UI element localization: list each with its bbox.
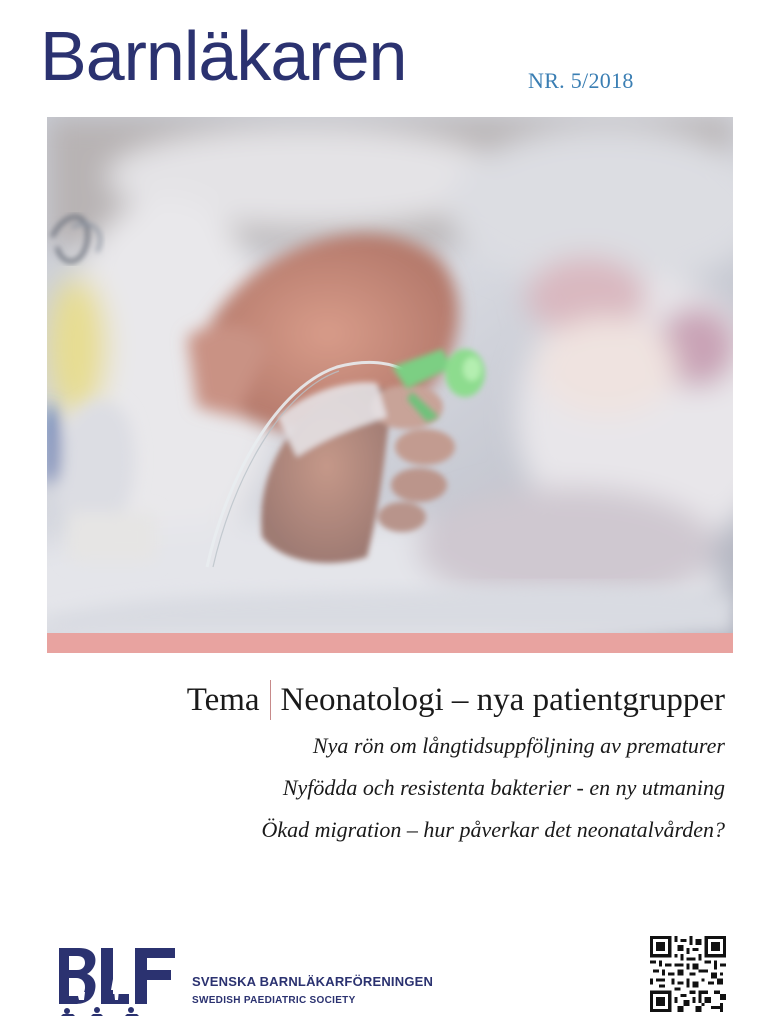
issue-number: NR. 5/2018	[528, 68, 634, 93]
magazine-title: Barnläkaren	[40, 17, 407, 95]
theme-separator	[270, 680, 271, 720]
society-logo	[57, 944, 437, 1018]
article-headline: Nyfödda och resistenta bakterier - en ny utmaning	[282, 775, 725, 800]
cover-photo	[47, 117, 733, 633]
article-headline: Ökad migration – hur påverkar det neonatalvården?	[261, 817, 725, 842]
qr-code-icon[interactable]	[650, 936, 726, 1012]
theme-title: Neonatologi – nya patientgrupper	[280, 682, 725, 718]
accent-bar	[47, 633, 733, 653]
society-name-swedish: SVENSKA BARNLÄKARFÖRENINGEN	[192, 974, 434, 989]
article-headline: Nya rön om långtidsuppföljning av prematurer	[312, 733, 725, 758]
society-name-english: SWEDISH PAEDIATRIC SOCIETY	[192, 995, 356, 1006]
blf-logo-mark	[57, 944, 177, 1016]
theme-heading	[187, 678, 725, 722]
theme-label: Tema	[186, 682, 260, 718]
